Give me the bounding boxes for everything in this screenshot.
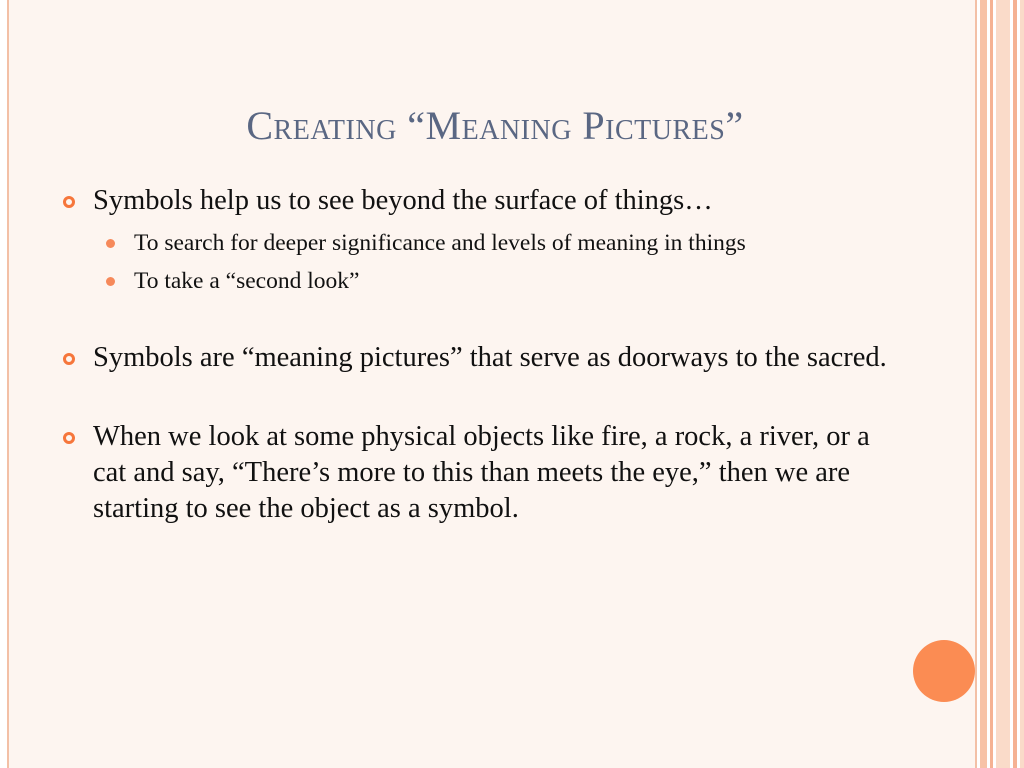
bullet-item — [62, 183, 892, 219]
decorative-circle — [913, 640, 975, 702]
decorative-stripe — [990, 0, 993, 768]
ring-bullet-icon — [63, 353, 75, 365]
bullet-item — [62, 419, 892, 527]
bullet-text: When we look at some physical objects like fire, a rock, a river, or a cat and say, “There’s more to this than meets the eye,” then we are starting to see the object as a symbol. — [93, 421, 870, 524]
decorative-stripe — [980, 0, 987, 768]
sub-bullet-text: To take a “second look” — [134, 268, 360, 294]
dot-bullet-icon — [106, 277, 115, 286]
sub-bullet-item — [62, 265, 892, 297]
ring-bullet-icon — [63, 196, 75, 208]
dot-bullet-icon — [106, 239, 115, 248]
bullet-text: Symbols are “meaning pictures” that serve as doorways to the sacred. — [93, 342, 887, 373]
sub-bullet-text: To search for deeper significance and levels of meaning in things — [134, 230, 746, 256]
decorative-stripe — [996, 0, 1010, 768]
slide-title: Creating “Meaning Pictures” — [246, 103, 744, 148]
ring-bullet-icon — [63, 432, 75, 444]
bullet-item — [62, 340, 892, 376]
decorative-stripe — [1013, 0, 1017, 768]
sub-bullet-list — [62, 227, 892, 297]
bullet-text: Symbols help us to see beyond the surface of things… — [93, 185, 713, 216]
bullet-list — [62, 183, 892, 527]
decorative-stripe — [1020, 0, 1024, 768]
sub-bullet-item — [62, 227, 892, 259]
